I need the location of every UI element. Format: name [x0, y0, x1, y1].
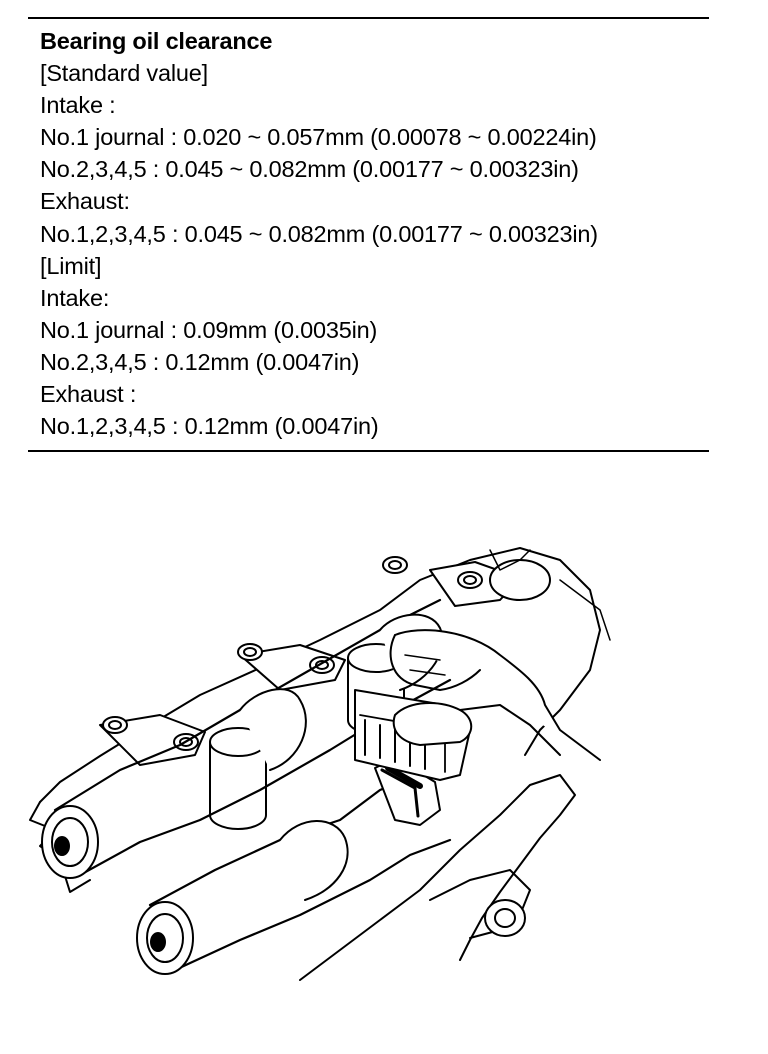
standard-intake-label: Intake :	[40, 92, 116, 119]
camshaft-plastigage-measurement-illustration	[0, 520, 768, 1054]
standard-intake-no1-value: No.1 journal : 0.020 ~ 0.057mm (0.00078 ~ 0.00224in)	[40, 124, 597, 151]
standard-exhaust-value: No.1,2,3,4,5 : 0.045 ~ 0.082mm (0.00177 ~ 0.00323in)	[40, 220, 598, 247]
top-divider	[28, 17, 709, 19]
limit-exhaust-value: No.1,2,3,4,5 : 0.12mm (0.0047in)	[40, 413, 379, 440]
limit-exhaust-label: Exhaust :	[40, 381, 137, 408]
limit-heading: [Limit]	[40, 252, 102, 279]
bottom-divider	[28, 450, 709, 452]
limit-intake-label: Intake:	[40, 284, 110, 311]
limit-intake-no1-value: No.1 journal : 0.09mm (0.0035in)	[40, 316, 378, 343]
bearing-oil-clearance-spec	[40, 25, 720, 442]
limit-intake-no2-5-value: No.2,3,4,5 : 0.12mm (0.0047in)	[40, 348, 360, 375]
spec-title: Bearing oil clearance	[40, 28, 273, 54]
standard-exhaust-label: Exhaust:	[40, 188, 130, 215]
standard-intake-no2-5-value: No.2,3,4,5 : 0.045 ~ 0.082mm (0.00177 ~ 0.00323in)	[40, 156, 579, 183]
standard-value-heading: [Standard value]	[40, 60, 208, 87]
